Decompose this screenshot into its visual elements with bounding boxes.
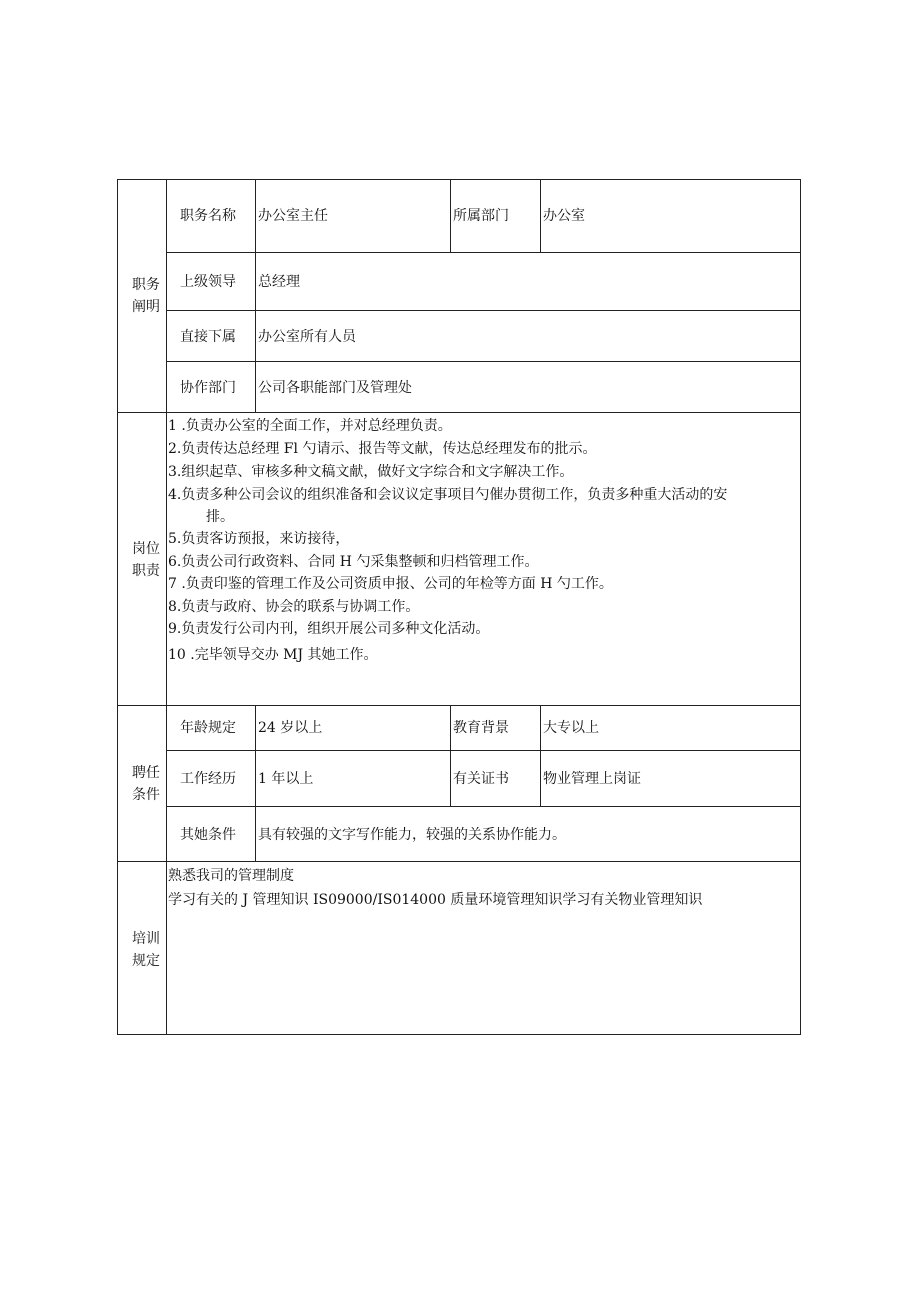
- column-separator: [255, 179, 256, 413]
- duty-item: 6.负责公司行政资料、合同 H 勺采集整顿和归档管理工作。: [168, 554, 539, 570]
- section-training: 培训规定: [132, 931, 160, 969]
- section-duties: 岗位职责: [132, 541, 160, 579]
- section-job-info: 职务阐明: [132, 277, 160, 315]
- experience-label: 工作经历: [180, 771, 236, 787]
- subordinate-value: 办公室所有人员: [258, 329, 356, 345]
- duty-item: 4.负责多种公司会议的组织准备和会议议定事项目勺催办贯彻工作，负责多种重大活动的安: [168, 487, 728, 503]
- certificate-label: 有关证书: [453, 771, 509, 787]
- duty-item: 9.负责发行公司内刊，组织开展公司多种文化活动。: [168, 621, 490, 637]
- duty-item-continuation: 排。: [206, 509, 234, 525]
- section-divider: [166, 179, 167, 1035]
- education-label: 教育背景: [453, 720, 509, 736]
- job-title-label: 职务名称: [180, 208, 236, 224]
- section-requirements: 聘任条件: [132, 765, 160, 803]
- experience-value: 1 年以上: [258, 771, 314, 787]
- certificate-value: 物业管理上岗证: [543, 771, 641, 787]
- column-separator: [540, 705, 541, 807]
- duty-item: 8.负责与政府、协会的联系与协调工作。: [168, 599, 420, 615]
- row-separator: [166, 252, 801, 253]
- duty-item: 1 .负责办公室的全面工作，并对总经理负责。: [168, 418, 452, 434]
- duty-item: 2.负责传达总经理 Fl 勺请示、报告等文献，传达总经理发布的批示。: [168, 441, 597, 457]
- other-conditions-value: 具有较强的文字写作能力，较强的关系协作能力。: [258, 827, 566, 843]
- section-separator: [117, 705, 801, 706]
- subordinate-label: 直接下属: [180, 329, 236, 345]
- department-label: 所属部门: [453, 208, 509, 224]
- duty-item: 10 .完毕领导交办 MJ 其她工作。: [168, 647, 378, 663]
- column-separator: [255, 705, 256, 862]
- row-separator: [166, 750, 801, 751]
- column-separator: [450, 179, 451, 253]
- row-separator: [166, 361, 801, 362]
- row-separator: [166, 310, 801, 311]
- section-separator: [117, 412, 801, 413]
- cooperation-label: 协作部门: [180, 380, 236, 396]
- table-border-left: [117, 179, 118, 1035]
- superior-value: 总经理: [258, 274, 300, 290]
- table-border-bottom: [117, 1034, 801, 1035]
- table-border-top: [117, 179, 801, 180]
- job-title-value: 办公室主任: [258, 208, 328, 224]
- duty-item: 5.负责客访预报，来访接待，: [168, 531, 350, 547]
- cooperation-value: 公司各职能部门及管理处: [258, 380, 412, 396]
- row-separator: [166, 806, 801, 807]
- table-border-right: [800, 179, 801, 1035]
- column-separator: [450, 705, 451, 807]
- age-label: 年龄规定: [180, 720, 236, 736]
- department-value: 办公室: [543, 208, 585, 224]
- age-value: 24 岁以上: [258, 720, 323, 736]
- superior-label: 上级领导: [180, 274, 236, 290]
- column-separator: [540, 179, 541, 253]
- education-value: 大专以上: [543, 720, 599, 736]
- duty-item: 3.组织起草、审核多种文稿文献，做好文字综合和文字解决工作。: [168, 464, 574, 480]
- other-conditions-label: 其她条件: [180, 827, 236, 843]
- section-separator: [117, 861, 801, 862]
- training-item: 熟悉我司的管理制度: [168, 868, 294, 884]
- training-item: 学习有关的 J 管理知识 IS09000/IS014000 质量环境管理知识学习有关物业管理知识: [168, 892, 703, 908]
- duty-item: 7 .负责印鉴的管理工作及公司资质申报、公司的年检等方面 H 勺工作。: [168, 576, 613, 592]
